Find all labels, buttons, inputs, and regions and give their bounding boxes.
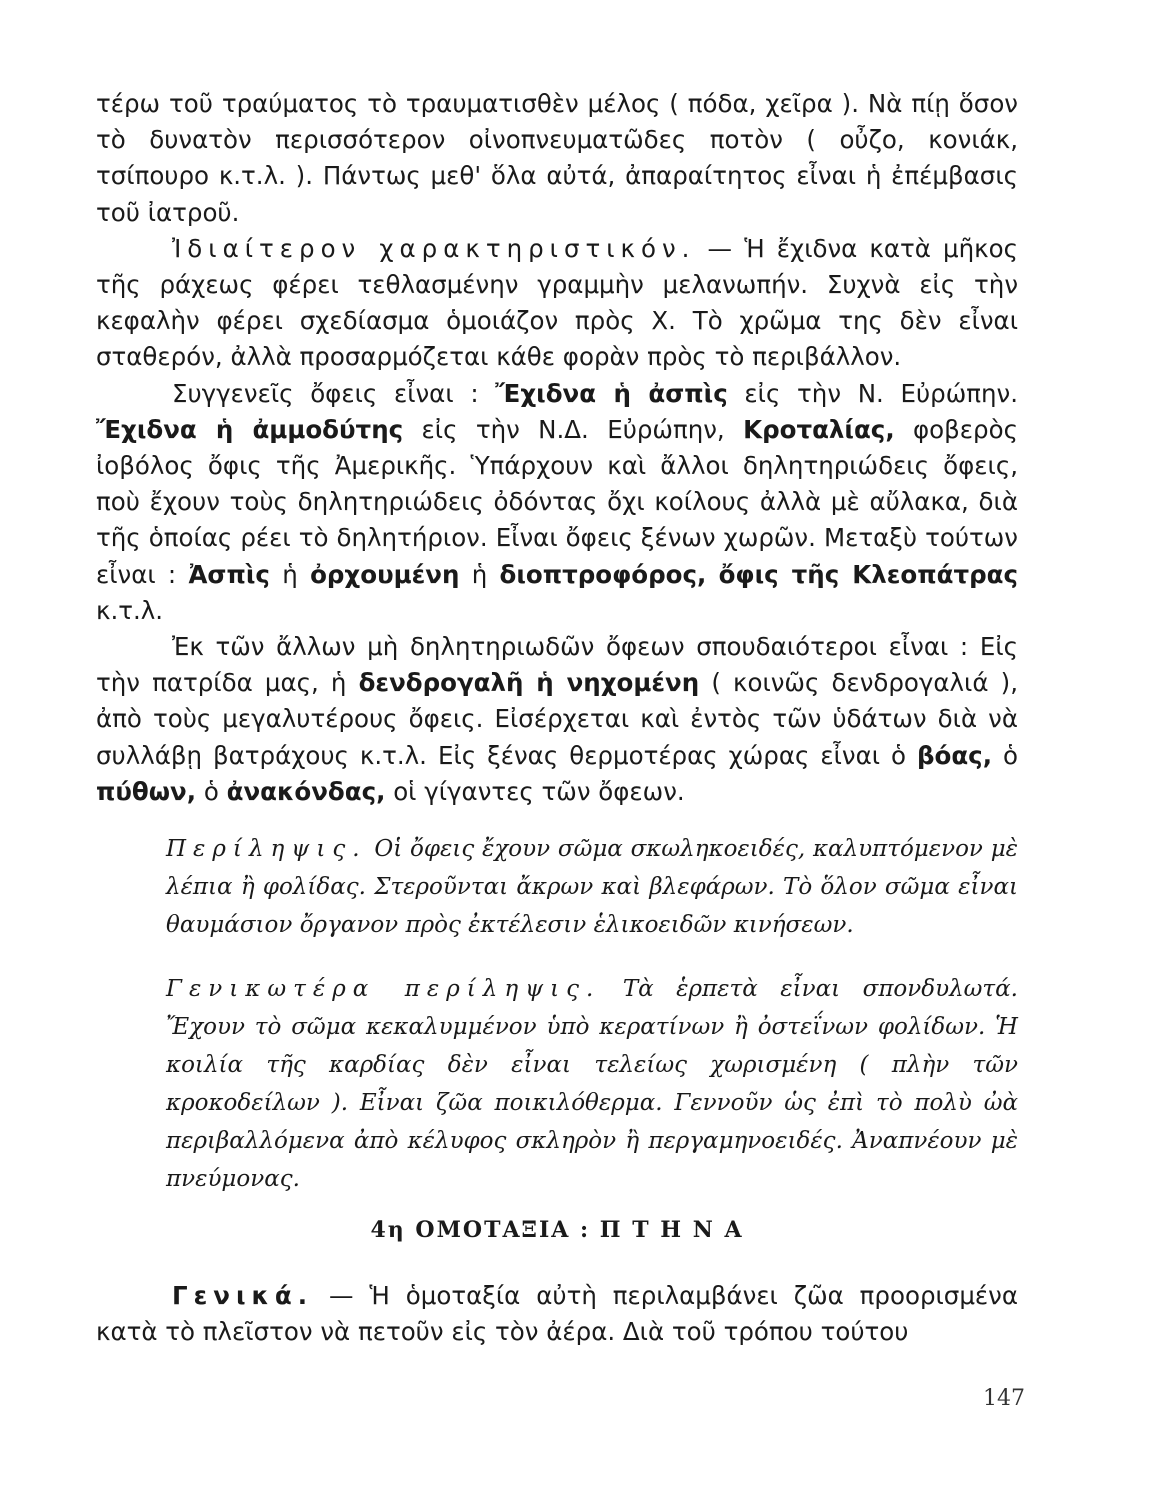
birds-general-text: — Ἡ ὁμοταξία αὐτὴ περιλαμβάνει ζῶα προορισμένα κατὰ τὸ πλεῖστον νὰ πετοῦν εἰς τὸν ἀέρα. Διὰ τοῦ τρόπου τούτου bbox=[96, 1281, 1018, 1347]
bold-term: Κροταλίας, bbox=[743, 414, 895, 444]
page-body bbox=[96, 86, 1018, 1351]
summary-reptiles bbox=[96, 970, 1018, 1198]
text-run: ἡ bbox=[269, 559, 311, 589]
bold-term: ὄφις τῆς Κλεοπάτρας bbox=[718, 559, 1018, 589]
summary-snakes bbox=[96, 830, 1018, 944]
bold-term: πύθων, bbox=[96, 776, 197, 806]
text-run: Συγγενεῖς ὄφεις εἶναι : bbox=[172, 378, 496, 408]
text-run bbox=[706, 560, 718, 589]
term-general: Γενικά. bbox=[172, 1281, 314, 1311]
paragraph-first-aid: τέρω τοῦ τραύματος τὸ τραυματισθὲν μέλος ( πόδα, χεῖρα ). Νὰ πίῃ ὅσον τὸ δυνατὸν περισσότερον οἰνοπνευματῶδες ποτὸν ( οὖζο, κονιάκ, τσίπουρο κ.τ.λ. ). Πάντως μεθ' ὅλα αὐτά, ἀπαραίτητος εἶναι ἡ ἐπέμβασις τοῦ ἰατροῦ. bbox=[96, 89, 1018, 227]
bold-term: διοπτροφόρος, bbox=[499, 559, 707, 589]
text-run: οἱ γίγαντες τῶν ὄφεων. bbox=[385, 776, 685, 806]
bold-term: Ἀσπὶς bbox=[188, 559, 270, 589]
term-characteristic: Ἰδιαίτερον χαρακτηριστικόν. bbox=[172, 233, 696, 263]
paragraph-relatives bbox=[96, 376, 1018, 629]
text-run: κ.τ.λ. bbox=[96, 595, 164, 625]
text-run: εἰς τὴν Ν.Δ. Εὐρώπην, bbox=[403, 414, 744, 444]
bold-term: βόας, bbox=[916, 740, 993, 770]
text-run: Ἐκ τῶν ἄλλων μὴ δηλητηριωδῶν ὄφεων σπουδαιότεροι εἶναι : Εἰς τὴν πατρίδα μας, ἡ bbox=[96, 632, 1018, 698]
bold-term: δενδρογαλῆ ἡ νηχομένη bbox=[358, 668, 700, 698]
characteristic-text: — Ἡ ἔχιδνα κατὰ μῆκος τῆς ράχεως φέρει τεθλασμένην γραμμὴν μελανωπήν. Συχνὰ εἰς τὴν κεφαλὴν φέρει σχεδίασμα ὁμοιάζον πρὸς Χ. Τὸ χρῶμα της δὲν εἶναι σταθερόν, ἀλλὰ προσαρμόζεται κάθε φορὰν πρὸς τὸ περιβάλλον. bbox=[96, 233, 1018, 372]
summary-text: Οἱ ὄφεις ἔχουν σῶμα σκωληκοειδές, καλυπτόμενον μὲ λέπια ἢ φολίδας. Στεροῦνται ἄκρων καὶ βλεφάρων. Τὸ ὅλον σῶμα εἶναι θαυμάσιον ὄργανον πρὸς ἐκτέλεσιν ἑλικοειδῶν κινήσεων. bbox=[166, 836, 1018, 939]
general-summary-term: Γενικωτέρα περίληψις. bbox=[166, 976, 601, 1003]
bold-term: ὀρχουμένη bbox=[310, 559, 460, 589]
bold-term: ἀνακόνδας, bbox=[226, 776, 386, 806]
section-heading: 4η ΟΜΟΤΑΞΙΑ : Π Τ Η Ν Α bbox=[370, 1217, 744, 1244]
text-run: ἡ bbox=[459, 559, 500, 589]
bold-term: Ἔχιδνα ἡ ἀμμοδύτης bbox=[96, 414, 404, 444]
summary-term: Περίληψις. bbox=[166, 836, 367, 863]
text-run: ὁ bbox=[992, 740, 1018, 770]
text-run: εἰς τὴν Ν. Εὐρώπην. bbox=[727, 378, 1018, 408]
paragraph-nonvenomous bbox=[96, 629, 1018, 810]
paragraph-birds-general bbox=[96, 1278, 1018, 1350]
text-run: ὁ bbox=[196, 776, 227, 806]
text-run: φοβερὸς ἰοβόλος ὄφις τῆς Ἀμερικῆς. Ὑπάρχουν καὶ ἄλλοι δηλητηριώδεις ὄφεις, ποὺ ἔχουν τοὺς δηλητηριώδεις ὀδόντας ὄχι κοίλους ἀλλὰ μὲ αὔλακα, διὰ τῆς ὁποίας ρέει τὸ δηλητήριον. Εἶναι ὄφεις ξένων χωρῶν. Μεταξὺ τούτων εἶναι : bbox=[96, 414, 1018, 589]
text-run: ( κοινῶς δενδρογαλιά ), ἀπὸ τοὺς μεγαλυτέρους ὄφεις. Εἰσέρχεται καὶ ἐντὸς τῶν ὑδάτων διὰ νὰ συλλάβῃ βατράχους κ.τ.λ. Εἰς ξένας θερμοτέρας χώρας εἶναι ὁ bbox=[96, 668, 1018, 770]
paragraph-characteristic bbox=[96, 231, 1018, 376]
general-summary-text: Τὰ ἑρπετὰ εἶναι σπονδυλωτά. Ἔχουν τὸ σῶμα κεκαλυμμένον ὑπὸ κερατίνων ἢ ὀστεΐνων φολίδων. Ἡ κοιλία τῆς καρδίας δὲν εἶναι τελείως χωρισμένη ( πλὴν τῶν κροκοδείλων ). Εἶναι ζῶα ποικιλόθερμα. Γεννοῦν ὡς ἐπὶ τὸ πολὺ ὠὰ περιβαλλόμενα ἀπὸ κέλυφος σκληρὸν ἢ περγαμηνοειδές. Ἀναπνέουν μὲ πνεύμονας. bbox=[166, 976, 1018, 1193]
bold-term: Ἔχιδνα ἡ ἀσπὶς bbox=[495, 378, 728, 408]
page-number: 147 bbox=[983, 1386, 1025, 1411]
